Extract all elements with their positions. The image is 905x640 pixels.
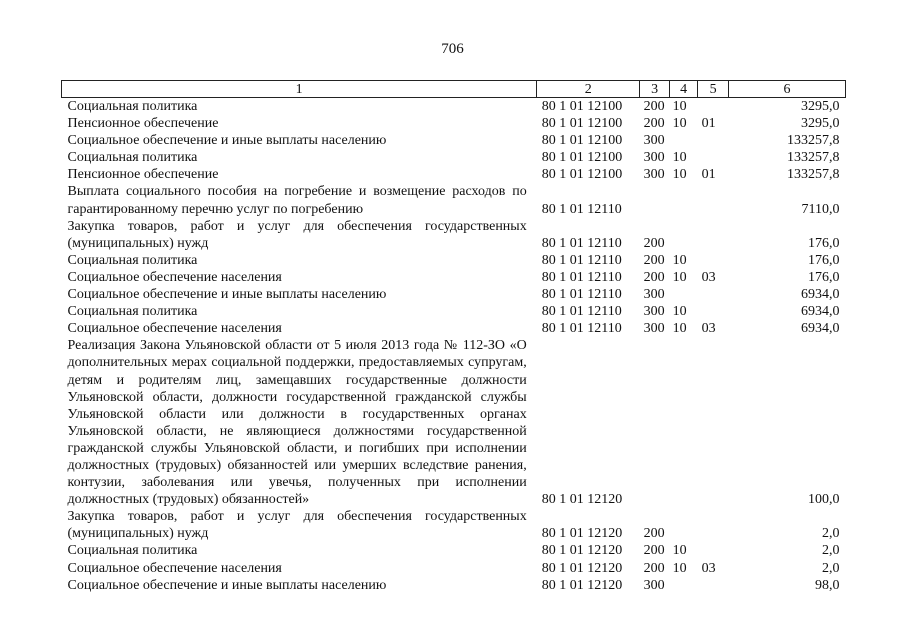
row-subsection xyxy=(698,252,729,269)
row-expense-type: 200 xyxy=(643,99,665,114)
row-code: 80 1 01 12120 xyxy=(541,543,623,559)
table-row xyxy=(62,218,846,252)
row-name: Выплата социального пособия на погребение и возмещение расходов по гарантированному перечню услуг по погребению xyxy=(67,184,527,217)
row-subsection xyxy=(698,98,729,116)
row-amount: 3295,0 xyxy=(801,99,840,114)
row-expense-type: 300 xyxy=(643,287,665,303)
row-name: Социальная политика xyxy=(67,252,198,268)
page-number: 706 xyxy=(441,41,464,57)
table-row xyxy=(62,286,846,303)
budget-table xyxy=(61,80,846,594)
row-expense-type: 200 xyxy=(643,543,665,559)
row-section: 10 xyxy=(672,116,687,132)
row-code: 80 1 01 12100 xyxy=(541,99,623,114)
header-row xyxy=(62,81,846,98)
column-header-expense-type: 3 xyxy=(640,81,670,98)
row-amount: 6934,0 xyxy=(801,287,840,303)
table-row xyxy=(62,115,846,132)
row-section xyxy=(670,286,698,303)
row-code: 80 1 01 12100 xyxy=(541,133,623,149)
row-section: 10 xyxy=(672,543,687,559)
row-name: Социальная политика xyxy=(67,99,198,114)
row-code: 80 1 01 12120 xyxy=(541,560,623,576)
table-row xyxy=(62,269,846,286)
row-name: Социальное обеспечение населения xyxy=(67,321,282,337)
row-name: Социальное обеспечение и иные выплаты населению xyxy=(67,287,387,303)
row-section xyxy=(670,508,698,542)
row-code: 80 1 01 12110 xyxy=(541,321,622,337)
row-code: 80 1 01 12110 xyxy=(541,201,622,217)
table-row xyxy=(62,252,846,269)
row-code: 80 1 01 12110 xyxy=(541,287,622,303)
row-amount: 176,0 xyxy=(808,269,840,285)
row-subsection: 03 xyxy=(701,269,716,285)
column-header-amount: 6 xyxy=(729,81,846,98)
row-section: 10 xyxy=(672,560,687,576)
row-name: Социальное обеспечение населения xyxy=(67,269,282,285)
table-row xyxy=(62,166,846,183)
row-expense-type: 300 xyxy=(643,133,665,149)
column-header-section: 4 xyxy=(670,81,698,98)
row-expense-type: 300 xyxy=(643,167,665,183)
table-row xyxy=(62,183,846,217)
row-amount: 2,0 xyxy=(822,526,840,542)
row-amount: 176,0 xyxy=(808,235,840,251)
row-section: 10 xyxy=(672,321,687,337)
row-subsection xyxy=(698,508,729,542)
row-name: Закупка товаров, работ и услуг для обеспечения государственных (муниципальных) нужд xyxy=(67,509,527,542)
row-subsection: 03 xyxy=(701,321,716,337)
row-amount: 176,0 xyxy=(808,252,840,268)
row-name: Социальное обеспечение и иные выплаты населению xyxy=(67,133,387,149)
row-code: 80 1 01 12100 xyxy=(541,167,623,183)
table-row xyxy=(62,320,846,337)
row-expense-type: 200 xyxy=(643,560,665,576)
row-section xyxy=(670,577,698,594)
row-subsection: 03 xyxy=(701,560,716,576)
row-amount: 98,0 xyxy=(815,577,840,593)
column-header-subsection: 5 xyxy=(698,81,729,98)
row-subsection xyxy=(698,218,729,252)
table-body xyxy=(62,98,846,594)
row-expense-type: 300 xyxy=(643,321,665,337)
row-amount: 3295,0 xyxy=(801,116,840,132)
row-subsection xyxy=(698,132,729,149)
row-expense-type xyxy=(640,337,670,508)
row-expense-type: 200 xyxy=(643,116,665,132)
row-amount: 100,0 xyxy=(808,492,840,508)
row-subsection xyxy=(698,542,729,559)
row-expense-type: 200 xyxy=(643,269,665,285)
row-section: 10 xyxy=(672,252,687,268)
row-expense-type: 200 xyxy=(643,252,665,268)
row-amount: 7110,0 xyxy=(801,201,840,217)
row-amount: 2,0 xyxy=(822,560,840,576)
row-name: Закупка товаров, работ и услуг для обеспечения государственных (муниципальных) нужд xyxy=(67,218,527,251)
row-amount: 6934,0 xyxy=(801,321,840,337)
column-header-name: 1 xyxy=(62,81,537,98)
row-expense-type xyxy=(640,183,670,217)
row-name: Реализация Закона Ульяновской области от 5 июля 2013 года № 112-ЗО «О дополнительных мерах социальной поддержки, предоставляемых супругам, детям и родителям лиц, замещавших государственные должности Ульяновской области, должности государственной гражданской службы Ульяновской области или должности в государственных органах Ульяновской области, не являющиеся должностями государственной гражданской службы Ульяновской области, и погибших при исполнении должностных (трудовых) обязанностей или умерших вследствие ранения, контузии, заболевания или увечья, полученных при исполнении должностных (трудовых) обязанностей» xyxy=(67,338,527,508)
row-section: 10 xyxy=(672,150,687,166)
row-section: 10 xyxy=(672,167,687,183)
row-subsection xyxy=(698,337,729,508)
table-row xyxy=(62,560,846,577)
row-expense-type: 300 xyxy=(643,150,665,166)
row-section: 10 xyxy=(672,99,687,114)
row-name: Социальная политика xyxy=(67,150,198,166)
table-header xyxy=(62,81,846,98)
row-name: Пенсионное обеспечение xyxy=(67,167,219,183)
row-subsection xyxy=(698,303,729,320)
row-amount: 133257,8 xyxy=(787,133,840,149)
row-name: Социальная политика xyxy=(67,304,198,320)
row-code: 80 1 01 12120 xyxy=(541,526,623,542)
table-row xyxy=(62,132,846,149)
row-subsection: 01 xyxy=(701,167,716,183)
row-subsection xyxy=(698,183,729,217)
row-expense-type: 300 xyxy=(643,577,665,593)
row-subsection xyxy=(698,577,729,594)
row-name: Социальное обеспечение населения xyxy=(67,560,282,576)
row-name: Социальная политика xyxy=(67,543,198,559)
row-amount: 6934,0 xyxy=(801,304,840,320)
row-code: 80 1 01 12110 xyxy=(541,235,622,251)
row-name: Социальное обеспечение и иные выплаты населению xyxy=(67,577,387,593)
table-row xyxy=(62,303,846,320)
row-amount: 133257,8 xyxy=(787,167,840,183)
row-expense-type: 200 xyxy=(643,526,665,542)
table-row xyxy=(62,337,846,508)
row-expense-type: 200 xyxy=(643,235,665,251)
row-section xyxy=(670,183,698,217)
table-row xyxy=(62,542,846,559)
row-subsection xyxy=(698,286,729,303)
row-code: 80 1 01 12110 xyxy=(541,304,622,320)
row-code: 80 1 01 12120 xyxy=(541,492,623,508)
row-section xyxy=(670,218,698,252)
row-code: 80 1 01 12110 xyxy=(541,252,622,268)
row-amount: 2,0 xyxy=(822,543,840,559)
table-row xyxy=(62,149,846,166)
table-row xyxy=(62,508,846,542)
row-section xyxy=(670,337,698,508)
row-code: 80 1 01 12100 xyxy=(541,116,623,132)
row-section: 10 xyxy=(672,269,687,285)
column-header-code: 2 xyxy=(537,81,640,98)
row-code: 80 1 01 12110 xyxy=(541,269,622,285)
table-row xyxy=(62,577,846,594)
row-section xyxy=(670,132,698,149)
table-row xyxy=(62,98,846,116)
row-section: 10 xyxy=(672,304,687,320)
row-code: 80 1 01 12100 xyxy=(541,150,623,166)
row-expense-type: 300 xyxy=(643,304,665,320)
row-name: Пенсионное обеспечение xyxy=(67,116,219,132)
row-subsection xyxy=(698,149,729,166)
row-amount: 133257,8 xyxy=(787,150,840,166)
row-subsection: 01 xyxy=(701,116,716,132)
row-code: 80 1 01 12120 xyxy=(541,577,623,593)
